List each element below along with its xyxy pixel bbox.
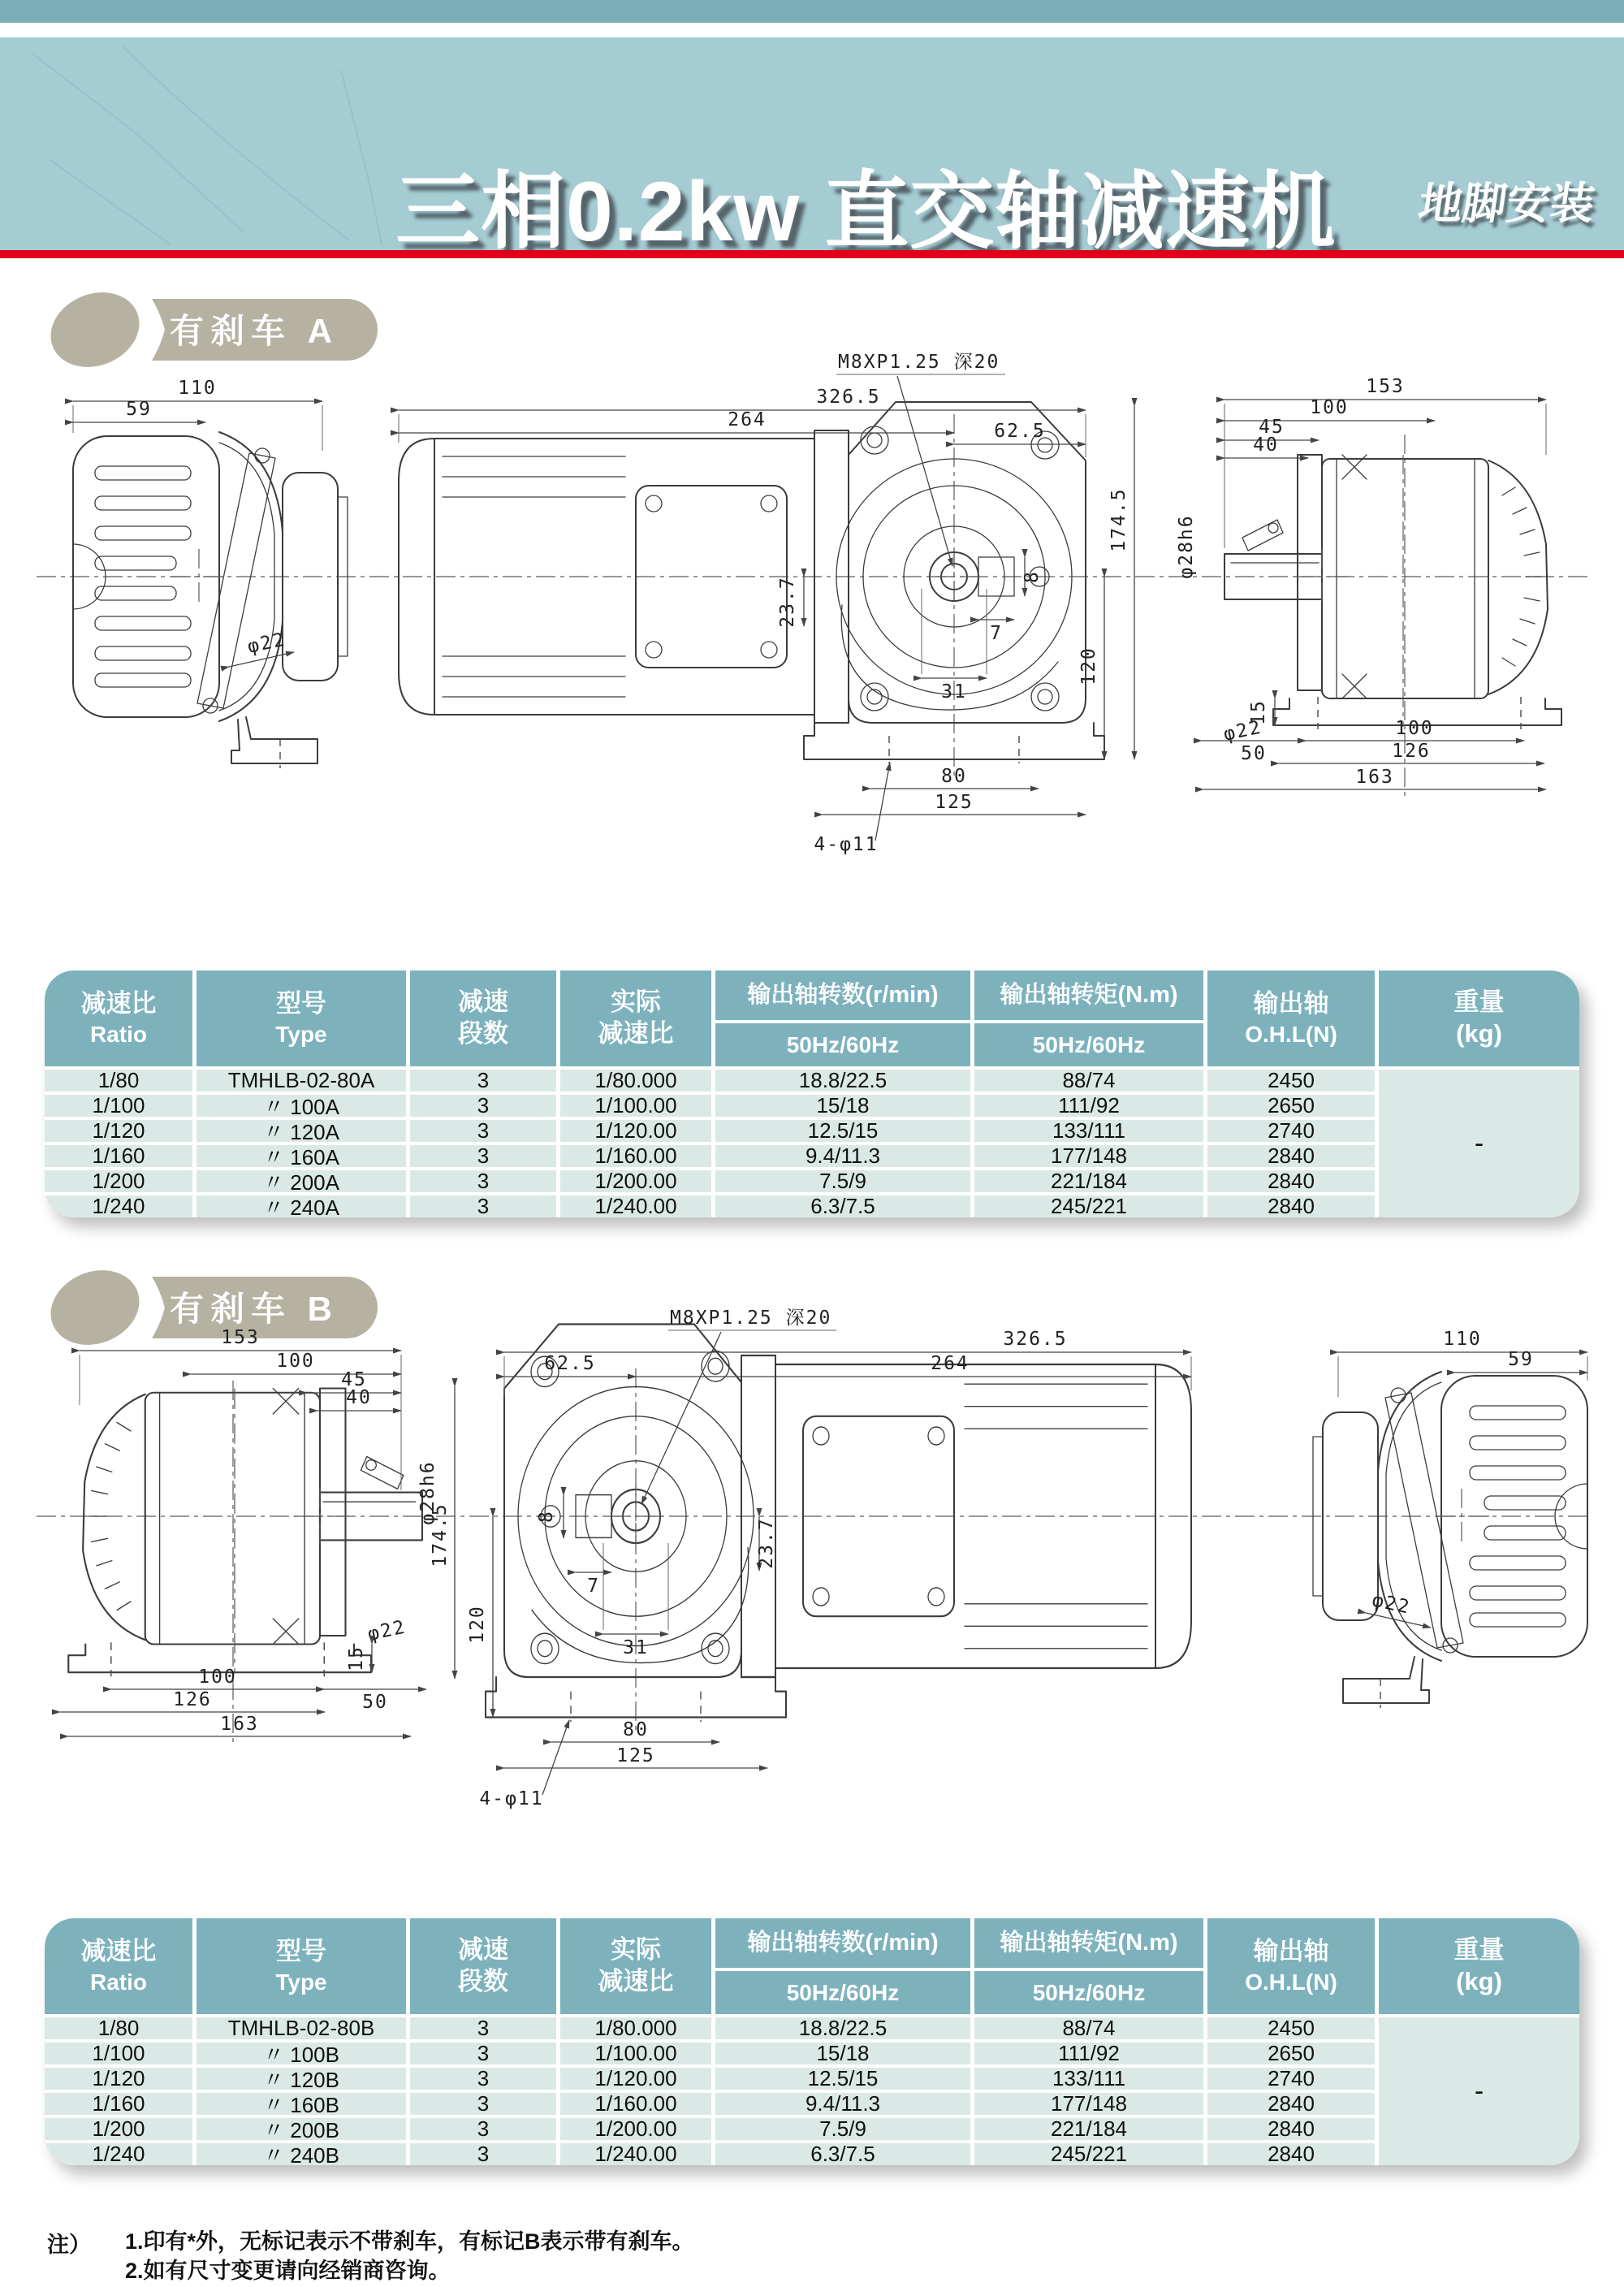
- cell-stages: 3: [410, 1145, 556, 1167]
- svg-text:45: 45: [1259, 417, 1285, 438]
- svg-text:23.7: 23.7: [777, 576, 798, 628]
- cell-type: TMHLB-02-80B: [197, 2017, 406, 2039]
- svg-text:φ22: φ22: [365, 1616, 408, 1645]
- cell-ohl: 2450: [1207, 1070, 1375, 1092]
- cell-torque: 221/184: [974, 1170, 1203, 1192]
- cell-torque: 88/74: [974, 2017, 1203, 2039]
- cell-actual: 1/240.00: [560, 2143, 711, 2165]
- svg-text:φ22: φ22: [245, 629, 288, 658]
- spec-table-a: [45, 971, 1579, 1217]
- cell-actual: 1/160.00: [560, 2093, 711, 2115]
- cell-type: 〃 100A: [197, 1095, 406, 1117]
- svg-text:174.5: 174.5: [1108, 487, 1129, 552]
- svg-text:40: 40: [1253, 434, 1279, 456]
- cell-type: 〃 160A: [197, 1145, 406, 1167]
- weight-merged-cell-a: -: [1379, 1070, 1579, 1217]
- cell-torque: 221/184: [974, 2118, 1203, 2140]
- col-header-ohl: 输出轴 O.H.L(N): [1207, 1918, 1375, 2014]
- cell-ratio: 1/200: [45, 2118, 192, 2140]
- cell-torque: 111/92: [974, 1095, 1203, 1117]
- svg-text:M8XP1.25 深20: M8XP1.25 深20: [670, 1308, 832, 1329]
- svg-text:8: 8: [536, 1510, 557, 1523]
- col-header-stages: 减速 段数: [410, 1918, 556, 2014]
- cell-ohl: 2450: [1207, 2017, 1375, 2039]
- dimensions-a: [73, 352, 1546, 855]
- cell-ratio: 1/240: [45, 2143, 192, 2165]
- header-band: [0, 37, 1624, 250]
- cell-stages: 3: [410, 2093, 556, 2115]
- svg-text:153: 153: [221, 1327, 260, 1348]
- cell-type: 〃 200B: [197, 2118, 406, 2140]
- cell-ohl: 2840: [1207, 2143, 1375, 2165]
- svg-text:45: 45: [341, 1369, 367, 1390]
- cell-type: 〃 100B: [197, 2043, 406, 2064]
- cell-ratio: 1/200: [45, 1170, 192, 1192]
- col-header-ratio: 减速比 Ratio: [45, 971, 192, 1066]
- svg-text:7: 7: [587, 1576, 600, 1597]
- cell-stages: 3: [410, 2017, 556, 2039]
- svg-text:100: 100: [1310, 397, 1349, 418]
- svg-text:7: 7: [990, 623, 1003, 644]
- cell-torque: 245/221: [974, 1195, 1203, 1217]
- cell-speed: 15/18: [715, 1095, 970, 1117]
- svg-text:126: 126: [173, 1689, 212, 1710]
- svg-text:125: 125: [935, 792, 974, 813]
- technical-drawing-b: [24, 1299, 1600, 1917]
- svg-text:163: 163: [1355, 767, 1394, 788]
- cell-stages: 3: [410, 2143, 556, 2165]
- footnotes: [47, 2227, 694, 2285]
- col-header-speed: 输出轴转数(r/min) 50Hz/60Hz: [715, 971, 970, 1066]
- cell-ratio: 1/120: [45, 1120, 192, 1142]
- svg-text:326.5: 326.5: [816, 387, 881, 408]
- cell-stages: 3: [410, 2068, 556, 2090]
- page-subtitle: 地脚安装: [1415, 179, 1598, 228]
- cell-ohl: 2840: [1207, 1170, 1375, 1192]
- svg-text:φ28h6: φ28h6: [1176, 514, 1197, 579]
- cell-ohl: 2840: [1207, 2093, 1375, 2115]
- cell-stages: 3: [410, 1095, 556, 1117]
- col-header-weight: 重量 (kg): [1379, 971, 1579, 1066]
- view-output-side-a: [1224, 455, 1561, 729]
- cell-torque: 177/148: [974, 2093, 1203, 2115]
- cell-ohl: 2740: [1207, 2068, 1375, 2090]
- svg-text:23.7: 23.7: [756, 1517, 777, 1569]
- cell-actual: 1/240.00: [560, 1195, 711, 1217]
- svg-text:15: 15: [346, 1645, 367, 1671]
- svg-text:110: 110: [1443, 1329, 1482, 1350]
- cell-type: 〃 120B: [197, 2068, 406, 2090]
- svg-text:φ22: φ22: [1370, 1589, 1413, 1619]
- svg-text:174.5: 174.5: [430, 1502, 451, 1567]
- cell-actual: 1/100.00: [560, 2043, 711, 2064]
- cell-speed: 7.5/9: [715, 1170, 970, 1192]
- dimensions-b: [60, 1308, 1587, 1809]
- cell-ratio: 1/120: [45, 2068, 192, 2090]
- view-motor-fan-side-b: [1313, 1372, 1587, 1708]
- svg-text:4-φ11: 4-φ11: [814, 834, 879, 855]
- technical-drawing-a: [24, 337, 1600, 962]
- cell-speed: 12.5/15: [715, 1120, 970, 1142]
- cell-ohl: 2840: [1207, 1145, 1375, 1167]
- svg-text:8: 8: [1021, 570, 1043, 583]
- cell-type: 〃 200A: [197, 1170, 406, 1192]
- cell-speed: 15/18: [715, 2043, 970, 2064]
- cell-speed: 9.4/11.3: [715, 1145, 970, 1167]
- svg-text:80: 80: [941, 766, 967, 787]
- col-header-type: 型号 Type: [197, 971, 406, 1066]
- weight-merged-cell-b: -: [1379, 2017, 1579, 2165]
- cell-type: 〃 120A: [197, 1120, 406, 1142]
- svg-text:100: 100: [198, 1667, 237, 1688]
- cell-stages: 3: [410, 1070, 556, 1092]
- svg-text:15: 15: [1248, 699, 1269, 725]
- svg-text:110: 110: [178, 378, 217, 399]
- svg-text:31: 31: [623, 1637, 649, 1658]
- cell-torque: 88/74: [974, 1070, 1203, 1092]
- cell-ratio: 1/80: [45, 2017, 192, 2039]
- cell-speed: 9.4/11.3: [715, 2093, 970, 2115]
- cell-ohl: 2840: [1207, 1195, 1375, 1217]
- cell-ohl: 2650: [1207, 2043, 1375, 2064]
- svg-text:126: 126: [1392, 741, 1431, 762]
- cell-torque: 133/111: [974, 1120, 1203, 1142]
- svg-text:125: 125: [616, 1745, 655, 1766]
- page-title: 三相0.2kw 直交轴减速机: [395, 165, 1337, 250]
- col-header-ratio: 减速比 Ratio: [45, 1918, 192, 2014]
- svg-text:50: 50: [362, 1692, 388, 1713]
- svg-text:M8XP1.25 深20: M8XP1.25 深20: [838, 352, 1000, 373]
- view-motor-fan-side-a: [73, 432, 348, 768]
- svg-text:120: 120: [1078, 646, 1099, 685]
- cell-torque: 245/221: [974, 2143, 1203, 2165]
- cell-type: 〃 240A: [197, 1195, 406, 1217]
- svg-text:163: 163: [220, 1714, 259, 1735]
- svg-text:326.5: 326.5: [1003, 1329, 1068, 1350]
- svg-text:φ22: φ22: [1221, 716, 1264, 746]
- col-header-torque: 输出轴转矩(N.m) 50Hz/60Hz: [974, 971, 1203, 1066]
- note-line-1: 1.印有*外，无标记表示不带刹车，有标记B表示带有刹车。: [125, 2229, 694, 2254]
- svg-text:153: 153: [1366, 376, 1405, 397]
- svg-text:62.5: 62.5: [994, 421, 1046, 442]
- svg-text:100: 100: [276, 1351, 315, 1372]
- svg-text:264: 264: [728, 409, 767, 430]
- cell-actual: 1/200.00: [560, 2118, 711, 2140]
- col-header-torque: 输出轴转矩(N.m) 50Hz/60Hz: [974, 1918, 1203, 2014]
- cell-stages: 3: [410, 2043, 556, 2064]
- svg-text:100: 100: [1395, 718, 1434, 739]
- svg-text:40: 40: [346, 1387, 372, 1408]
- cell-speed: 18.8/22.5: [715, 1070, 970, 1092]
- cell-ratio: 1/100: [45, 1095, 192, 1117]
- cell-actual: 1/200.00: [560, 1170, 711, 1192]
- cell-stages: 3: [410, 2118, 556, 2140]
- cell-actual: 1/80.000: [560, 2017, 711, 2039]
- view-gearbox-face-a: [399, 402, 1104, 763]
- col-header-type: 型号 Type: [197, 1918, 406, 2014]
- cell-ratio: 1/80: [45, 1070, 192, 1092]
- svg-text:59: 59: [1508, 1349, 1534, 1370]
- col-header-speed: 输出轴转数(r/min) 50Hz/60Hz: [715, 1918, 970, 2014]
- cell-actual: 1/80.000: [560, 1070, 711, 1092]
- svg-text:59: 59: [126, 399, 152, 420]
- cell-actual: 1/120.00: [560, 2068, 711, 2090]
- svg-text:4-φ11: 4-φ11: [479, 1788, 544, 1809]
- badge-label-a: 有刹车 A: [169, 312, 339, 350]
- cell-torque: 111/92: [974, 2043, 1203, 2064]
- cell-actual: 1/120.00: [560, 1120, 711, 1142]
- cell-actual: 1/160.00: [560, 1145, 711, 1167]
- col-header-actual-ratio: 实际 减速比: [560, 1918, 711, 2014]
- cell-speed: 12.5/15: [715, 2068, 970, 2090]
- cell-ratio: 1/160: [45, 1145, 192, 1167]
- cell-ohl: 2740: [1207, 1120, 1375, 1142]
- col-header-actual-ratio: 实际 减速比: [560, 971, 711, 1066]
- note-label: 注）: [47, 2233, 91, 2257]
- svg-text:50: 50: [1241, 743, 1267, 764]
- svg-text:31: 31: [941, 681, 967, 703]
- svg-text:62.5: 62.5: [544, 1353, 596, 1374]
- red-divider: [0, 250, 1624, 258]
- top-color-band: [0, 0, 1624, 23]
- cell-ohl: 2840: [1207, 2118, 1375, 2140]
- col-header-weight: 重量 (kg): [1379, 1918, 1579, 2014]
- cell-ohl: 2650: [1207, 1095, 1375, 1117]
- svg-text:φ28h6: φ28h6: [417, 1460, 438, 1525]
- cell-stages: 3: [410, 1120, 556, 1142]
- svg-text:80: 80: [623, 1719, 649, 1740]
- cell-speed: 6.3/7.5: [715, 2143, 970, 2165]
- cell-ratio: 1/160: [45, 2093, 192, 2115]
- cell-actual: 1/100.00: [560, 1095, 711, 1117]
- col-header-ohl: 输出轴 O.H.L(N): [1207, 971, 1375, 1066]
- cell-stages: 3: [410, 1170, 556, 1192]
- col-header-stages: 减速 段数: [410, 971, 556, 1066]
- cell-ratio: 1/240: [45, 1195, 192, 1217]
- cell-type: 〃 240B: [197, 2143, 406, 2165]
- cell-speed: 18.8/22.5: [715, 2017, 970, 2039]
- svg-text:120: 120: [467, 1605, 488, 1644]
- cell-type: TMHLB-02-80A: [197, 1070, 406, 1092]
- cell-type: 〃 160B: [197, 2093, 406, 2115]
- svg-text:264: 264: [931, 1353, 970, 1374]
- cell-torque: 133/111: [974, 2068, 1203, 2090]
- cell-speed: 6.3/7.5: [715, 1195, 970, 1217]
- view-gearbox-face-b: [486, 1325, 1191, 1723]
- cell-ratio: 1/100: [45, 2043, 192, 2064]
- spec-table-b: [45, 1918, 1579, 2165]
- note-line-2: 2.如有尺寸变更请向经销商咨询。: [125, 2259, 451, 2283]
- cell-torque: 177/148: [974, 1145, 1203, 1167]
- cell-speed: 7.5/9: [715, 2118, 970, 2140]
- cell-stages: 3: [410, 1195, 556, 1217]
- badge-label-b: 有刹车 B: [169, 1290, 339, 1328]
